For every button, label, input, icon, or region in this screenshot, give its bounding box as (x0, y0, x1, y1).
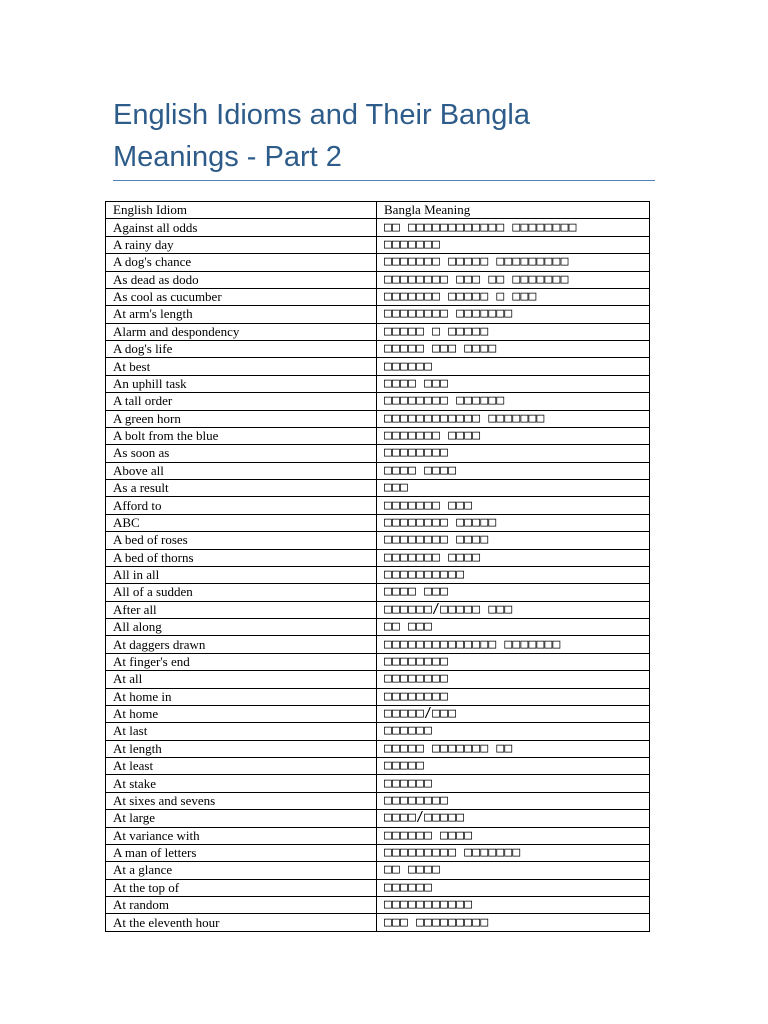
table-row (106, 897, 650, 914)
idiom-cell: At home in (106, 688, 377, 705)
meaning-cell: □□□□□□□□□□□□□□ □□□□□□□ (377, 636, 650, 653)
idiom-cell: A green horn (106, 410, 377, 427)
idiom-cell: At last (106, 723, 377, 740)
idiom-cell: As cool as cucumber (106, 288, 377, 305)
meaning-cell: □□□□□□□□□□ (377, 566, 650, 583)
table-row (106, 862, 650, 879)
meaning-cell: □□□□□□□□ □□□□□□□ (377, 306, 650, 323)
table-row (106, 688, 650, 705)
idiom-cell: At home (106, 705, 377, 722)
table-row (106, 271, 650, 288)
meaning-cell: □□□□□□□□□□□□ □□□□□□□ (377, 410, 650, 427)
meaning-cell: □□ □□□□ (377, 862, 650, 879)
meaning-cell: □□□ □□□□□□□□□ (377, 914, 650, 931)
table-row (106, 584, 650, 601)
meaning-cell: □□□□□□□□ (377, 653, 650, 670)
meaning-cell: □□□□□□ (377, 358, 650, 375)
idiom-cell: A bed of roses (106, 532, 377, 549)
idiom-cell: An uphill task (106, 375, 377, 392)
idiom-cell: At arm's length (106, 306, 377, 323)
table-row (106, 758, 650, 775)
table-row (106, 827, 650, 844)
table-header-row (106, 202, 650, 219)
table-row (106, 445, 650, 462)
table-body (106, 219, 650, 931)
idiom-cell: A rainy day (106, 236, 377, 253)
idiom-cell: ABC (106, 514, 377, 531)
meaning-cell: □□□□□□□ □□□□ (377, 549, 650, 566)
table-row (106, 236, 650, 253)
idiom-cell: A dog's chance (106, 254, 377, 271)
meaning-cell: □□□□□□/□□□□□ □□□ (377, 601, 650, 618)
table-row (106, 810, 650, 827)
idiom-cell: At stake (106, 775, 377, 792)
meaning-cell: □□□□□□□□ □□□□□ (377, 514, 650, 531)
idiom-cell: All in all (106, 566, 377, 583)
table-row (106, 480, 650, 497)
meaning-cell: □□□□/□□□□□ (377, 810, 650, 827)
meaning-cell: □□□□□□□□□ □□□□□□□ (377, 844, 650, 861)
idiom-cell: At variance with (106, 827, 377, 844)
table-row (106, 393, 650, 410)
idiom-cell: Alarm and despondency (106, 323, 377, 340)
meaning-cell: □□□□ □□□□ (377, 462, 650, 479)
meaning-cell: □□□□□□□□ □□□ □□ □□□□□□□ (377, 271, 650, 288)
meaning-cell: □□ □□□ (377, 619, 650, 636)
idiom-cell: A tall order (106, 393, 377, 410)
meaning-cell: □□□□□□□□ (377, 792, 650, 809)
idiom-cell: A man of letters (106, 844, 377, 861)
meaning-cell: □□□□□□□□ (377, 688, 650, 705)
idiom-cell: A bolt from the blue (106, 427, 377, 444)
page-title: English Idioms and Their Bangla Meanings - Part 2 (113, 99, 530, 173)
table-row (106, 723, 650, 740)
idiom-cell: At a glance (106, 862, 377, 879)
meaning-cell: □□ □□□□□□□□□□□□ □□□□□□□□ (377, 219, 650, 236)
meaning-cell: □□□ (377, 480, 650, 497)
meaning-cell: □□□□ □□□ (377, 375, 650, 392)
meaning-cell: □□□□□ (377, 758, 650, 775)
idiom-cell: At sixes and sevens (106, 792, 377, 809)
idiom-cell: At least (106, 758, 377, 775)
idiom-cell: A bed of thorns (106, 549, 377, 566)
table-row (106, 358, 650, 375)
idiom-cell: Against all odds (106, 219, 377, 236)
table-row (106, 775, 650, 792)
table-row (106, 705, 650, 722)
meaning-cell: □□□□□/□□□ (377, 705, 650, 722)
table-row (106, 341, 650, 358)
table-row (106, 844, 650, 861)
table-row (106, 306, 650, 323)
header-english-idiom: English Idiom (106, 202, 377, 219)
title-underline (113, 180, 655, 181)
meaning-cell: □□□□□ □□□□□□□ □□ (377, 740, 650, 757)
idiom-cell: After all (106, 601, 377, 618)
idiom-cell: Afford to (106, 497, 377, 514)
idiom-cell: At the eleventh hour (106, 914, 377, 931)
idiom-cell: At random (106, 897, 377, 914)
table-row (106, 653, 650, 670)
meaning-cell: □□□□□□□□ (377, 445, 650, 462)
table-row (106, 792, 650, 809)
table-row (106, 636, 650, 653)
idiom-cell: At the top of (106, 879, 377, 896)
meaning-cell: □□□□□□ (377, 879, 650, 896)
idiom-cell: As soon as (106, 445, 377, 462)
table-row (106, 566, 650, 583)
table-row (106, 514, 650, 531)
header-bangla-meaning: Bangla Meaning (377, 202, 650, 219)
table-row (106, 323, 650, 340)
meaning-cell: □□□□□□□ □□□□□ □□□□□□□□□ (377, 254, 650, 271)
meaning-cell: □□□□□□□□□□□ (377, 897, 650, 914)
idiom-cell: At large (106, 810, 377, 827)
meaning-cell: □□□□□□□ □□□□□ □ □□□ (377, 288, 650, 305)
idiom-cell: At length (106, 740, 377, 757)
table-row (106, 549, 650, 566)
meaning-cell: □□□□□□ □□□□ (377, 827, 650, 844)
table-row (106, 410, 650, 427)
table-row (106, 219, 650, 236)
idiom-cell: All along (106, 619, 377, 636)
meaning-cell: □□□□□□ (377, 775, 650, 792)
idiom-cell: At best (106, 358, 377, 375)
meaning-cell: □□□□ □□□ (377, 584, 650, 601)
meaning-cell: □□□□□□ (377, 723, 650, 740)
table-row (106, 497, 650, 514)
table-row (106, 619, 650, 636)
table-row (106, 288, 650, 305)
table-row (106, 879, 650, 896)
idiom-cell: At daggers drawn (106, 636, 377, 653)
idiom-cell: At all (106, 671, 377, 688)
idiom-cell: A dog's life (106, 341, 377, 358)
table-row (106, 375, 650, 392)
idioms-table (105, 201, 650, 932)
table-row (106, 462, 650, 479)
idiom-cell: At finger's end (106, 653, 377, 670)
table-row (106, 427, 650, 444)
meaning-cell: □□□□□ □ □□□□□ (377, 323, 650, 340)
idiom-cell: As dead as dodo (106, 271, 377, 288)
idiom-cell: All of a sudden (106, 584, 377, 601)
meaning-cell: □□□□□□□□ □□□□□□ (377, 393, 650, 410)
idiom-cell: Above all (106, 462, 377, 479)
meaning-cell: □□□□□ □□□ □□□□ (377, 341, 650, 358)
meaning-cell: □□□□□□□ (377, 236, 650, 253)
table-row (106, 914, 650, 931)
idiom-cell: As a result (106, 480, 377, 497)
meaning-cell: □□□□□□□□ (377, 671, 650, 688)
table-row (106, 532, 650, 549)
table-row (106, 740, 650, 757)
meaning-cell: □□□□□□□ □□□□ (377, 427, 650, 444)
table-row (106, 601, 650, 618)
meaning-cell: □□□□□□□ □□□ (377, 497, 650, 514)
meaning-cell: □□□□□□□□ □□□□ (377, 532, 650, 549)
table-row (106, 254, 650, 271)
table-row (106, 671, 650, 688)
